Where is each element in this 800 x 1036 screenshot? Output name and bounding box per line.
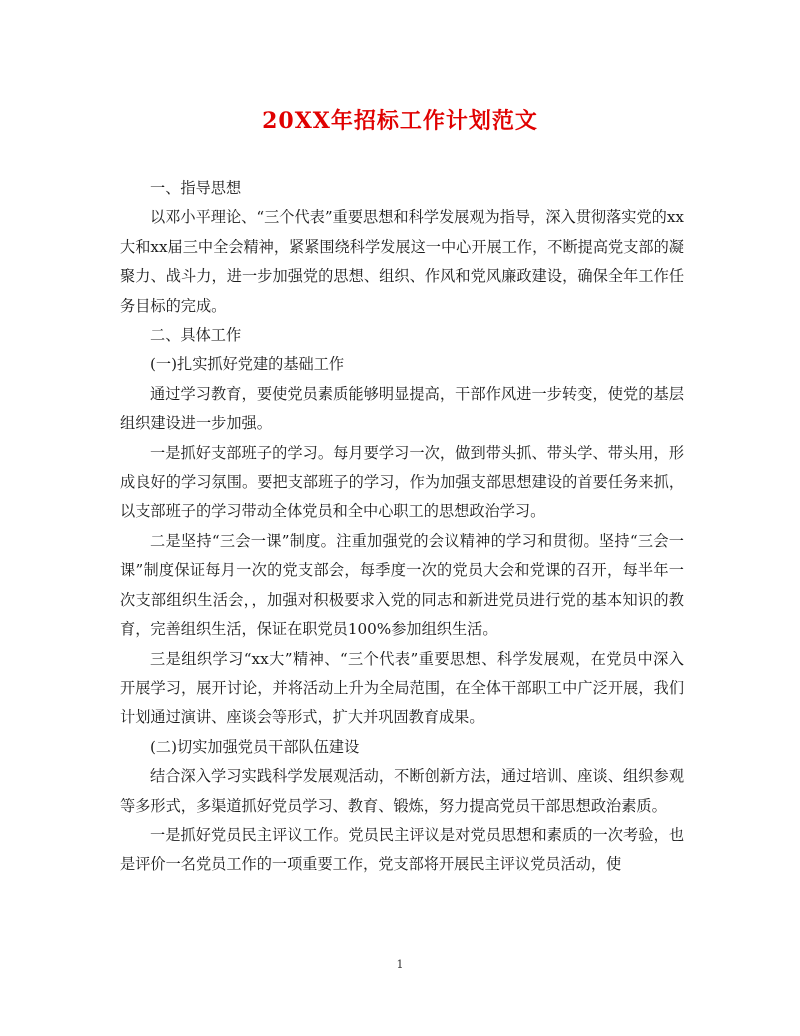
paragraph: 二是坚持“三会一课”制度。注重加强党的会议精神的学习和贯彻。坚持“三会一课”制度保证每月一次的党支部会，每季度一次的党员大会和党课的召开，每半年一次支部组织生活会，，加强对积极要求入党的同志和新进党员进行党的基本知识的教育，完善组织生活，保证在职党员100%参加组织生活。: [120, 531, 684, 639]
paragraph: 通过学习教育，要使党员素质能够明显提高，干部作风进一步转变，使党的基层组织建设进一步加强。: [120, 384, 684, 433]
paragraph: 一是抓好支部班子的学习。每月要学习一次，做到带头抓、带头学、带头用，形成良好的学习氛围。要把支部班子的学习，作为加强支部思想建设的首要任务来抓，以支部班子的学习带动全体党员和全中心职工的思想政治学习。: [120, 443, 684, 521]
section-heading: 二、具体工作: [150, 326, 242, 345]
section-heading: 一、指导思想: [150, 179, 242, 197]
paragraph: 结合深入学习实践科学发展观活动，不断创新方法，通过培训、座谈、组织参观等多形式，多渠道抓好党员学习、教育、锻炼，努力提高党员干部思想政治素质。: [120, 767, 684, 815]
document-body: [120, 174, 684, 880]
subsection-heading: (一)扎实抓好党建的基础工作: [150, 355, 345, 374]
paragraph: 三是组织学习“xx大”精神、“三个代表”重要思想、科学发展观，在党员中深入开展学习，展开讨论，并将活动上升为全局范围，在全体干部职工中广泛开展，我们计划通过演讲、座谈会等形式，扩大并巩固教育成果。: [120, 649, 684, 727]
paragraph: 一是抓好党员民主评议工作。党员民主评议是对党员思想和素质的一次考验，也是评价一名党员工作的一项重要工作，党支部将开展民主评议党员活动，使: [120, 825, 684, 874]
paragraph: 以邓小平理论、“三个代表”重要思想和科学发展观为指导，深入贯彻落实党的xx大和xx届三中全会精神，紧紧围绕科学发展这一中心开展工作，不断提高党支部的凝聚力、战斗力，进一步加强党的思想、组织、作风和党风廉政建设，确保全年工作任务目标的完成。: [120, 208, 684, 315]
page-number: 1: [396, 958, 404, 971]
document-title: 20XX年招标工作计划范文: [262, 108, 538, 134]
subsection-heading: (二)切实加强党员干部队伍建设: [150, 737, 360, 756]
